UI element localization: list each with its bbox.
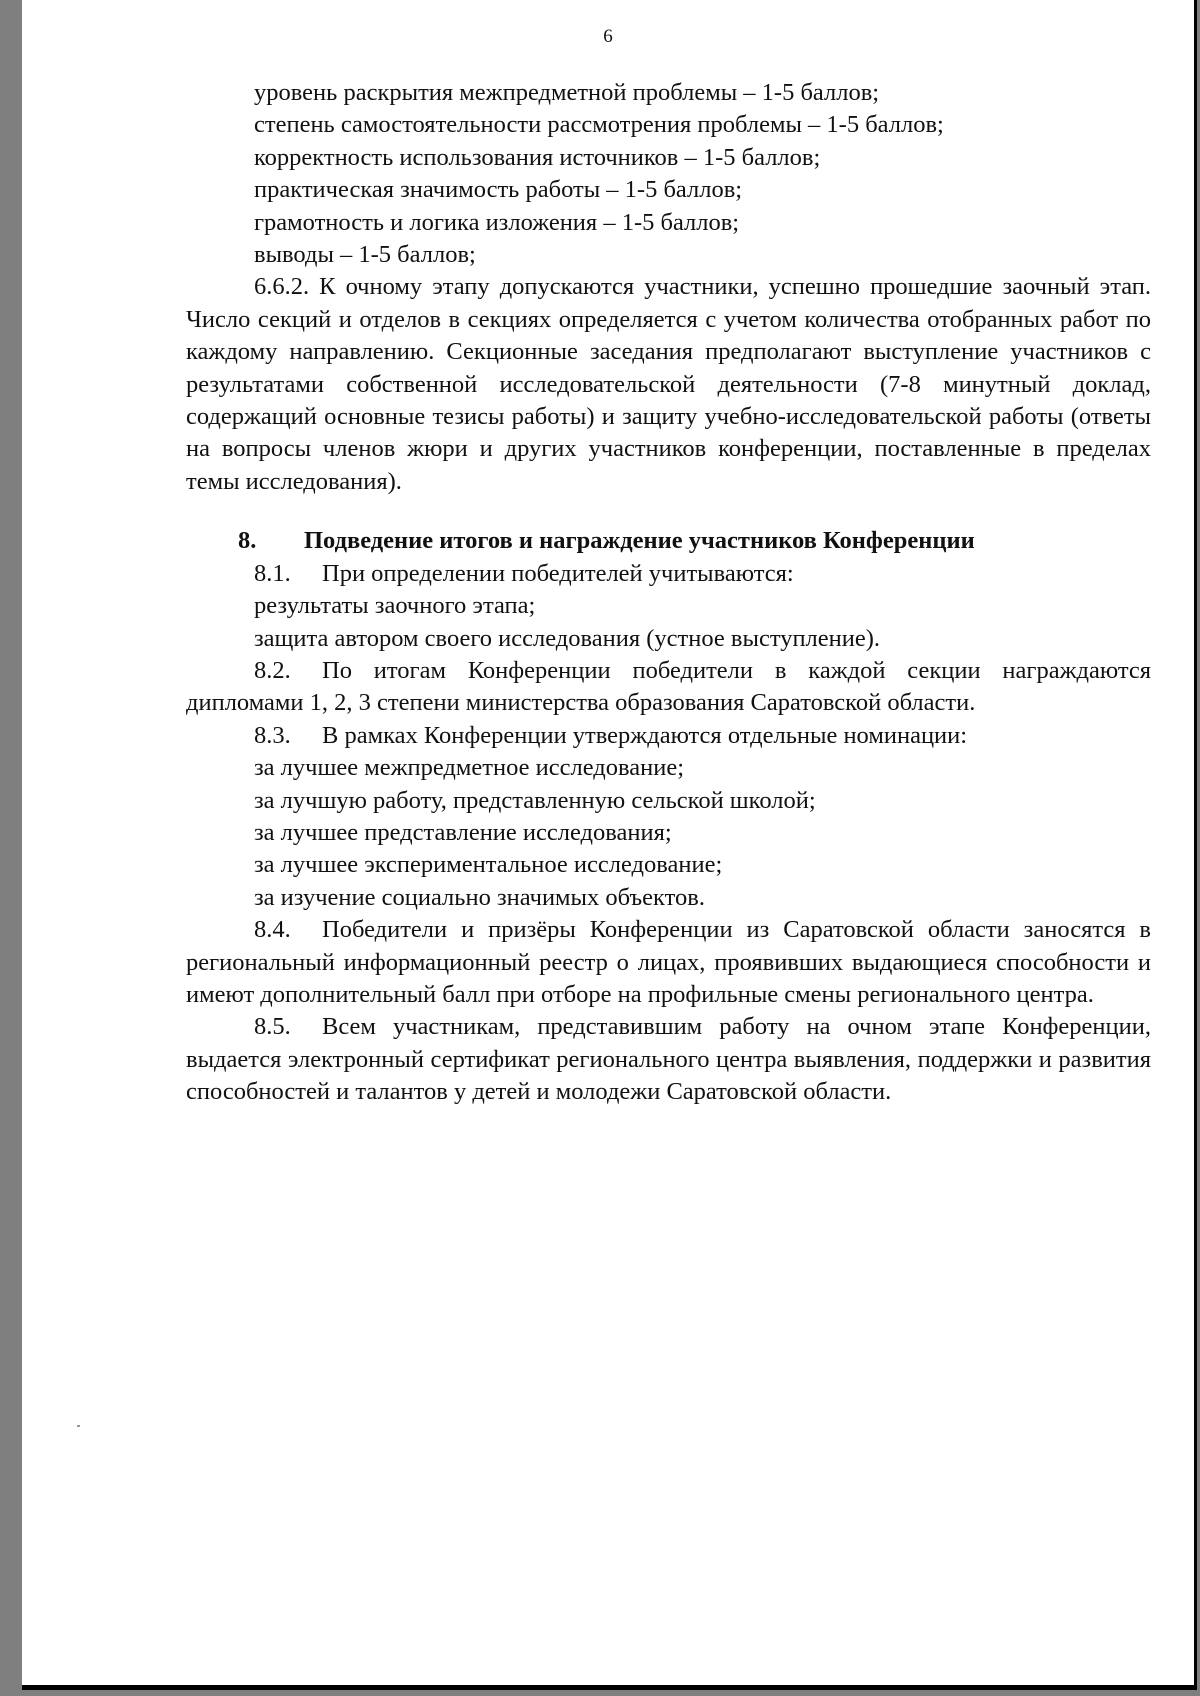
- list-item: за лучшее межпредметное исследование;: [254, 754, 685, 782]
- criteria-line: уровень раскрытия межпредметной проблемы – 1-5 баллов;: [254, 79, 880, 106]
- criteria-line: корректность использования источников – 1-5 баллов;: [254, 143, 821, 171]
- list-item: защита автором своего исследования (устное выступление).: [254, 624, 881, 652]
- page-number: 6: [603, 26, 613, 47]
- paragraph-8-2: [186, 655, 1151, 720]
- clause-number: 8.2.: [254, 656, 291, 684]
- scan-artifact: [77, 1425, 80, 1427]
- clause-number: 8.1.: [254, 559, 291, 587]
- clause-text: Победители и призёры Конференции из Саратовской области заносятся в региональный информационный реестр о лицах, проявивших выдающиеся способности и имеют дополнительный балл при отборе на профильные смены регионального центра.: [186, 916, 1151, 1008]
- paragraph-8-1: [186, 558, 1151, 590]
- section-title: Подведение итогов и награждение участников Конференции: [304, 527, 975, 555]
- criteria-line: выводы – 1-5 баллов;: [254, 241, 476, 269]
- list-item: за лучшее экспериментальное исследование;: [254, 851, 723, 879]
- section-heading: [186, 525, 1151, 557]
- criteria-line: степень самостоятельности рассмотрения проблемы – 1-5 баллов;: [254, 111, 944, 139]
- document-body: [186, 77, 1151, 1109]
- list-item: за лучшее представление исследования;: [254, 818, 672, 846]
- clause-number: 8.4.: [254, 916, 291, 944]
- criteria-line: практическая значимость работы – 1-5 баллов;: [254, 176, 743, 204]
- clause-text: По итогам Конференции победители в каждой секции награждаются дипломами 1, 2, 3 степени министерства образования Саратовской области.: [186, 656, 1151, 717]
- clause-number: 8.5.: [254, 1013, 291, 1041]
- paragraph-6-6-2: 6.6.2. К очному этапу допускаются участники, успешно прошедшие заочный этап. Число секций и отделов в секциях определяется с учетом количества отобранных работ по каждому направлению. Секционные заседания предполагают выступление участников с результатами собственной исследовательской деятельности (7-8 минутный доклад, содержащий основные тезисы работы) и защиту учебно-исследовательской работы (ответы на вопросы членов жюри и других участников конференции, поставленные в пределах темы исследования).: [186, 273, 1151, 495]
- paragraph-8-5: [186, 1011, 1151, 1108]
- clause-number: 8.3.: [254, 721, 291, 749]
- clause-text: Всем участникам, представившим работу на очном этапе Конференции, выдается электронный сертификат регионального центра выявления, поддержки и развития способностей и талантов у детей и молодежи Саратовской области.: [186, 1013, 1151, 1106]
- document-page: [22, 0, 1197, 1690]
- paragraph-8-4: [186, 914, 1151, 1011]
- paragraph-8-3: [186, 720, 1151, 752]
- list-item: за изучение социально значимых объектов.: [254, 883, 705, 911]
- clause-text: В рамках Конференции утверждаются отдельные номинации:: [322, 721, 968, 749]
- criteria-line: грамотность и логика изложения – 1-5 баллов;: [254, 208, 740, 236]
- list-item: за лучшую работу, представленную сельской школой;: [254, 786, 816, 814]
- list-item: результаты заочного этапа;: [254, 592, 536, 620]
- section-number: 8.: [238, 527, 257, 555]
- clause-text: При определении победителей учитываются:: [322, 559, 794, 587]
